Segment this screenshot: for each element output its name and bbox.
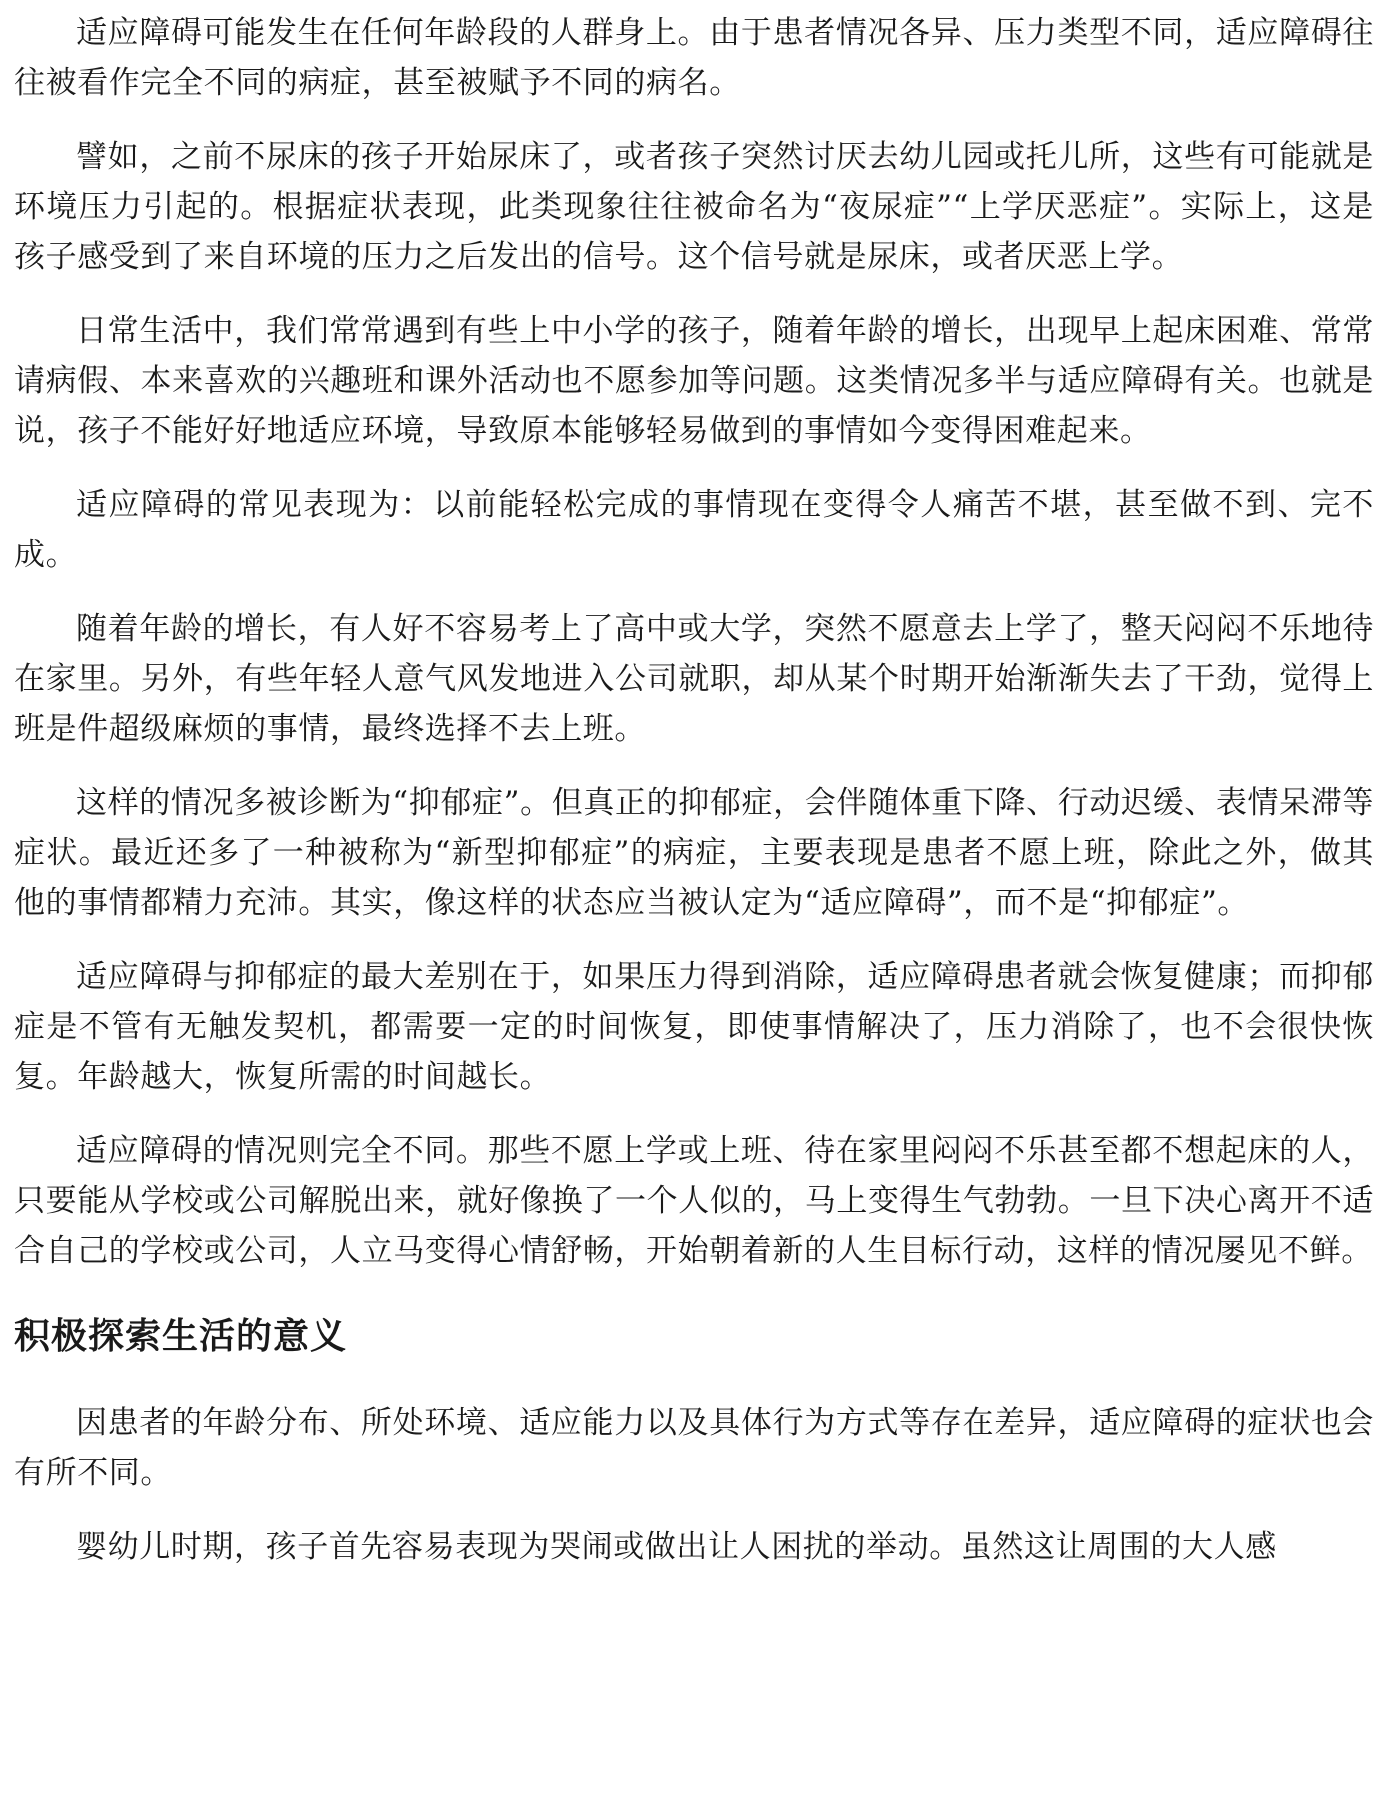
paragraph: 适应障碍的常见表现为：以前能轻松完成的事情现在变得令人痛苦不堪，甚至做不到、完不成。 — [14, 487, 1374, 573]
paragraph: 因患者的年龄分布、所处环境、适应能力以及具体行为方式等存在差异，适应障碍的症状也会有所不同。 — [14, 1405, 1374, 1491]
paragraph: 婴幼儿时期，孩子首先容易表现为哭闹或做出让人困扰的举动。虽然这让周围的大人感 — [76, 1529, 1277, 1565]
document-page — [14, 8, 1374, 1596]
paragraph: 日常生活中，我们常常遇到有些上中小学的孩子，随着年龄的增长，出现早上起床困难、常常请病假、本来喜欢的兴趣班和课外活动也不愿参加等问题。这类情况多半与适应障碍有关。也就是说，孩子不能好好地适应环境，导致原本能够轻易做到的事情如今变得困难起来。 — [14, 313, 1374, 449]
paragraph: 譬如，之前不尿床的孩子开始尿床了，或者孩子突然讨厌去幼儿园或托儿所，这些有可能就是环境压力引起的。根据症状表现，此类现象往往被命名为“夜尿症”“上学厌恶症”。实际上，这是孩子感受到了来自环境的压力之后发出的信号。这个信号就是尿床，或者厌恶上学。 — [14, 139, 1374, 275]
section-heading: 积极探索生活的意义 — [14, 1316, 348, 1357]
paragraph: 适应障碍与抑郁症的最大差别在于，如果压力得到消除，适应障碍患者就会恢复健康；而抑郁症是不管有无触发契机，都需要一定的时间恢复，即使事情解决了，压力消除了，也不会很快恢复。年龄越大，恢复所需的时间越长。 — [14, 959, 1374, 1095]
paragraph: 这样的情况多被诊断为“抑郁症”。但真正的抑郁症，会伴随体重下降、行动迟缓、表情呆滞等症状。最近还多了一种被称为“新型抑郁症”的病症，主要表现是患者不愿上班，除此之外，做其他的事情都精力充沛。其实，像这样的状态应当被认定为“适应障碍”，而不是“抑郁症”。 — [14, 785, 1374, 921]
paragraph: 适应障碍的情况则完全不同。那些不愿上学或上班、待在家里闷闷不乐甚至都不想起床的人，只要能从学校或公司解脱出来，就好像换了一个人似的，马上变得生气勃勃。一旦下决心离开不适合自己的学校或公司，人立马变得心情舒畅，开始朝着新的人生目标行动，这样的情况屡见不鲜。 — [14, 1133, 1374, 1269]
paragraph: 适应障碍可能发生在任何年龄段的人群身上。由于患者情况各异、压力类型不同，适应障碍往往被看作完全不同的病症，甚至被赋予不同的病名。 — [14, 15, 1374, 101]
paragraph: 随着年龄的增长，有人好不容易考上了高中或大学，突然不愿意去上学了，整天闷闷不乐地待在家里。另外，有些年轻人意气风发地进入公司就职，却从某个时期开始渐渐失去了干劲，觉得上班是件超级麻烦的事情，最终选择不去上班。 — [14, 611, 1374, 747]
